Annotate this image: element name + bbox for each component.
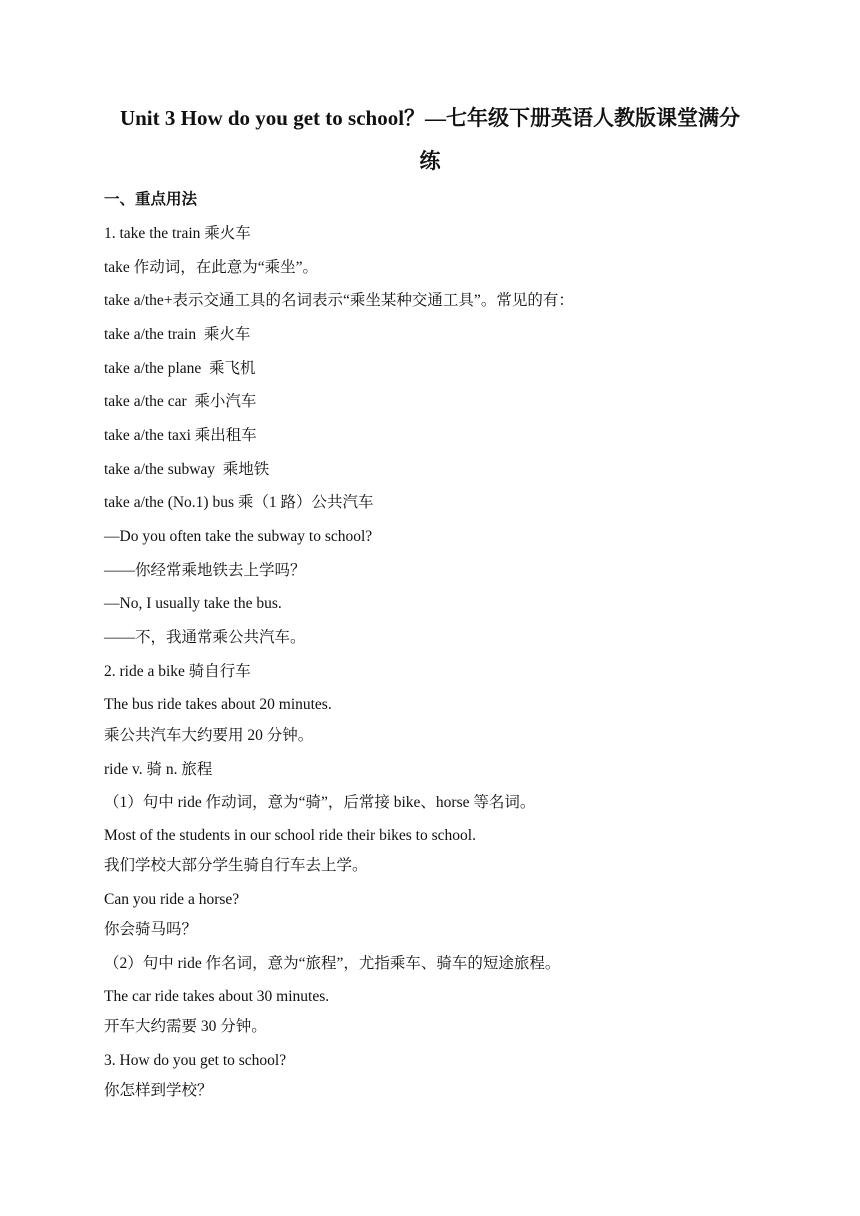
text-line: take 作动词，在此意为“乘坐”。 bbox=[104, 259, 318, 276]
text-line: take a/the train 乘火车 bbox=[104, 326, 251, 343]
text-line: 开车大约需要 30 分钟。 bbox=[104, 1018, 267, 1035]
text-line: take a/the subway 乘地铁 bbox=[104, 461, 270, 478]
text-line: ——你经常乘地铁去上学吗？ bbox=[104, 562, 306, 579]
text-line: take a/the (No.1) bus 乘（1 路）公共汽车 bbox=[104, 494, 374, 511]
text-line: take a/the+表示交通工具的名词表示“乘坐某种交通工具”。常见的有： bbox=[104, 292, 574, 309]
text-line: take a/the plane 乘飞机 bbox=[104, 360, 256, 377]
text-line: take a/the car 乘小汽车 bbox=[104, 393, 257, 410]
text-line: 我们学校大部分学生骑自行车去上学。 bbox=[104, 857, 368, 874]
text-line: ride v. 骑 n. 旅程 bbox=[104, 761, 213, 778]
text-line: ——不，我通常乘公共汽车。 bbox=[104, 629, 306, 646]
text-line: 你会骑马吗？ bbox=[104, 921, 198, 938]
text-line: Most of the students in our school ride their bikes to school. bbox=[104, 827, 476, 844]
text-line: 3. How do you get to school? bbox=[104, 1052, 287, 1069]
text-line: 1. take the train 乘火车 bbox=[104, 225, 251, 242]
document-title-line-1: Unit 3 How do you get to school？—七年级下册英语人教版课堂满分 bbox=[119, 106, 741, 130]
text-line: —No, I usually take the bus. bbox=[104, 595, 282, 612]
section-heading: 一、重点用法 bbox=[104, 191, 198, 208]
text-line: （2）句中 ride 作名词，意为“旅程”，尤指乘车、骑车的短途旅程。 bbox=[104, 955, 561, 972]
text-line: 乘公共汽车大约要用 20 分钟。 bbox=[104, 727, 314, 744]
text-line: 2. ride a bike 骑自行车 bbox=[104, 663, 251, 680]
text-line: The bus ride takes about 20 minutes. bbox=[104, 696, 332, 713]
text-line: Can you ride a horse? bbox=[104, 891, 240, 908]
document-title-line-2: 练 bbox=[419, 149, 441, 173]
text-line: —Do you often take the subway to school? bbox=[104, 528, 373, 545]
text-line: take a/the taxi 乘出租车 bbox=[104, 427, 257, 444]
text-line: 你怎样到学校？ bbox=[104, 1082, 213, 1099]
text-line: （1）句中 ride 作动词，意为“骑”，后常接 bike、horse 等名词。 bbox=[104, 794, 536, 811]
text-line: The car ride takes about 30 minutes. bbox=[104, 988, 330, 1005]
